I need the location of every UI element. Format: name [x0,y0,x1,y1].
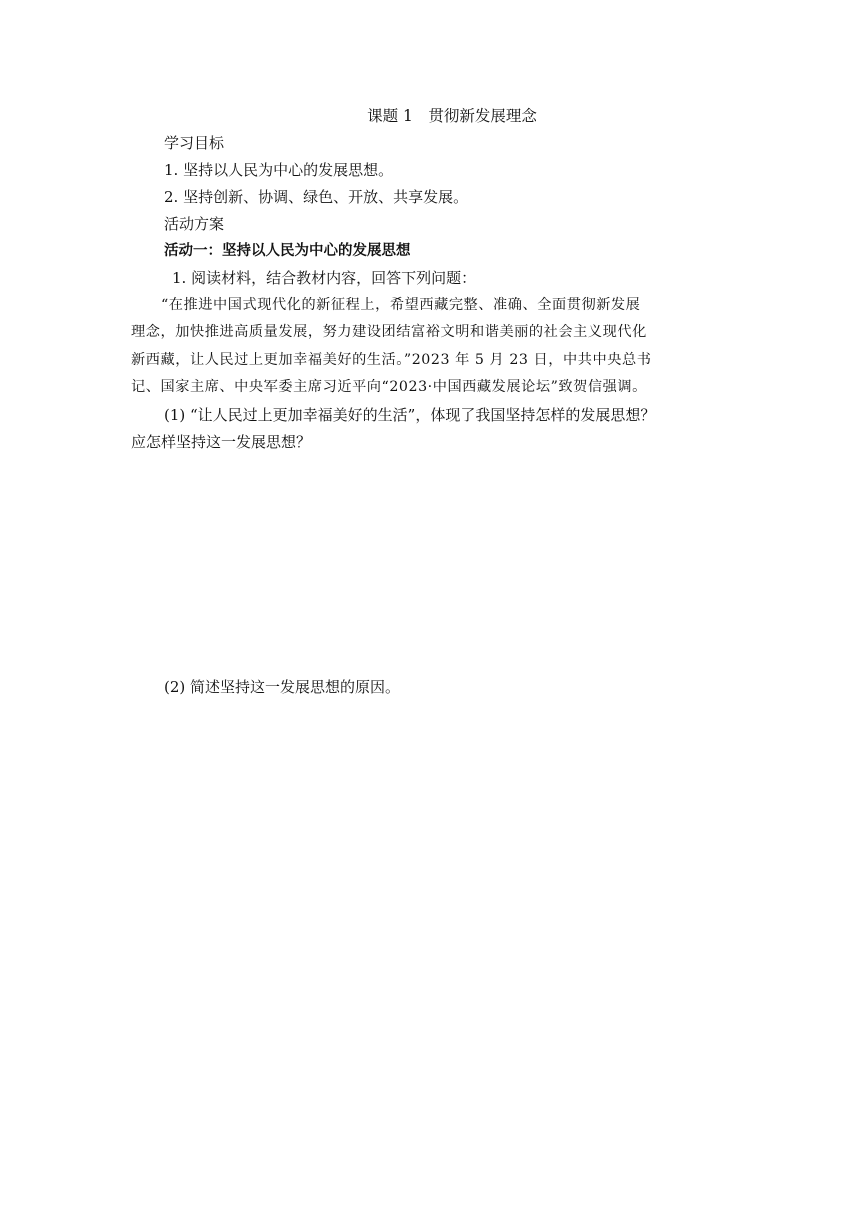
question-1-line-2: 应怎样坚持这一发展思想？ [131,433,312,451]
objective-item-1: 1. 坚持以人民为中心的发展思想。 [164,161,394,179]
question-2: (2) 简述坚持这一发展思想的原因。 [164,678,401,696]
plan-heading: 活动方案 [164,215,225,233]
question-1-line-1: (1) “让人民过上更加幸福美好的生活”，体现了我国坚持怎样的发展思想？ [164,406,656,424]
material-line-3: 新西藏，让人民过上更加幸福美好的生活。”2023 年 5 月 23 日，中共中央总书 [131,352,652,368]
page-title: 课题 1 贯彻新发展理念 [367,107,537,125]
material-line-1: “在推进中国式现代化的新征程上，希望西藏完整、准确、全面贯彻新发展 [161,297,641,313]
material-line-2: 理念，加快推进高质量发展，努力建设团结富裕文明和谐美丽的社会主义现代化 [131,324,647,340]
objective-item-2: 2. 坚持创新、协调、绿色、开放、共享发展。 [164,188,469,206]
objectives-heading: 学习目标 [164,134,225,152]
activity-heading: 活动一：坚持以人民为中心的发展思想 [164,243,411,259]
task-instruction: 1. 阅读材料，结合教材内容，回答下列问题： [172,269,477,287]
material-line-4: 记、国家主席、中央军委主席习近平向“2023·中国西藏发展论坛”致贺信强调。 [131,379,647,395]
